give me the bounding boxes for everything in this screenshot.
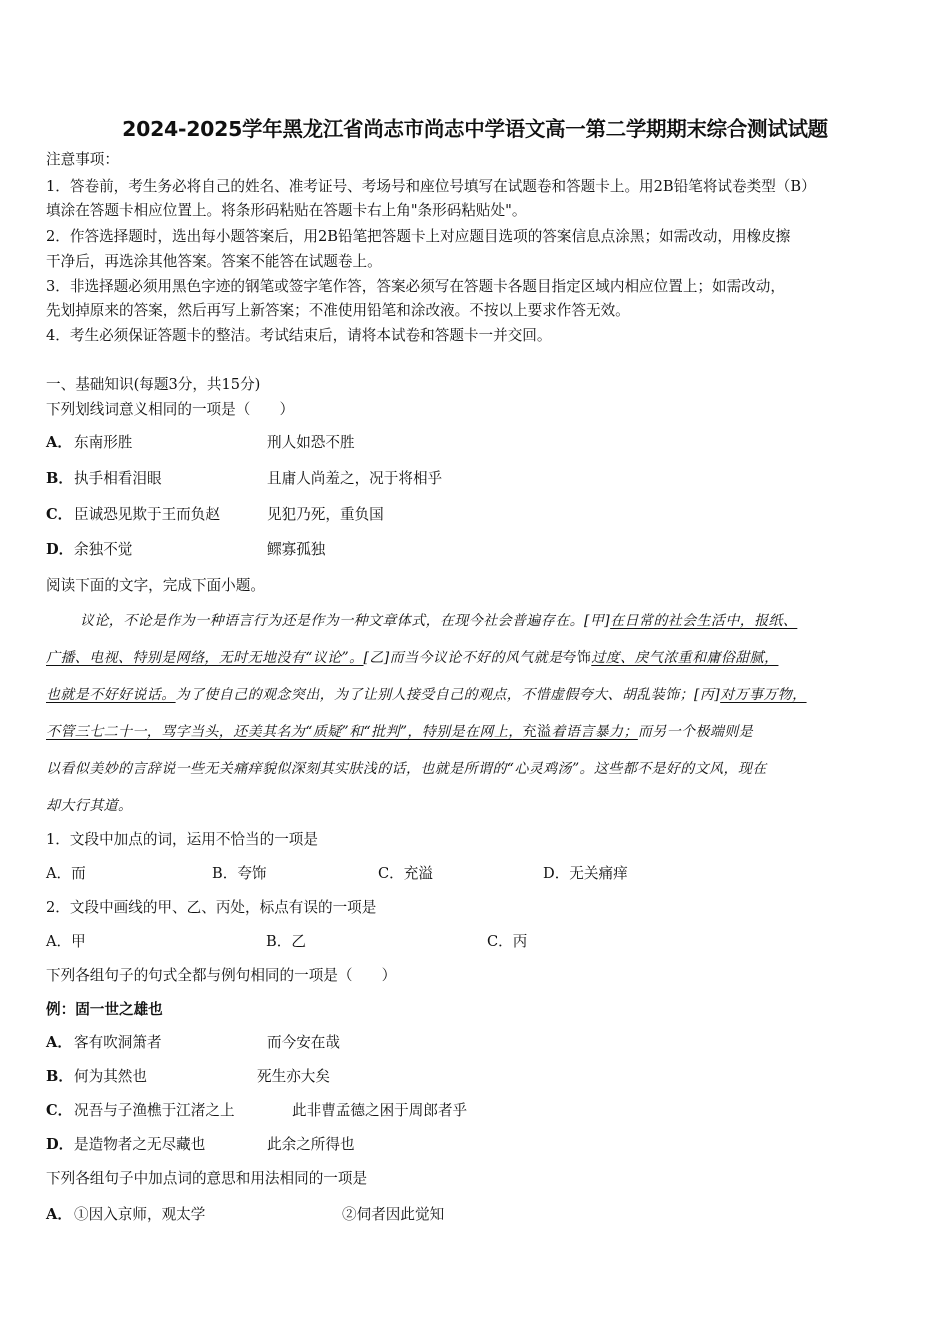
reading-intro: 阅读下面的文字，完成下面小题。 bbox=[46, 577, 265, 594]
notice-line: 填涂在答题卡相应位置上。将条形码粘贴在答题卡右上角"条形码粘贴处"。 bbox=[46, 202, 527, 219]
option-label: D． bbox=[46, 541, 74, 558]
underline-yi: 也就是不好好说话。 bbox=[46, 687, 176, 703]
option-label: C． bbox=[46, 1102, 73, 1119]
option-right: 死生亦大矣 bbox=[257, 1068, 330, 1085]
option-label: A． bbox=[46, 1034, 72, 1051]
notice-line: 2．作答选择题时，选出每小题答案后，用2B铅笔把答题卡上对应题目选项的答案信息点涂黑；如需改动，用橡皮擦 bbox=[46, 228, 791, 245]
passage-text: 而另一个极端则是 bbox=[637, 724, 754, 740]
option-a bbox=[46, 1033, 162, 1053]
option-label: A． bbox=[46, 1206, 72, 1223]
option-a bbox=[46, 1205, 205, 1225]
passage-line: 以看似美妙的言辞说一些无关痛痒貌似深刻其实肤浅的话，也就是所谓的“心灵鸡汤”。这些都不是好的文风，现在 bbox=[46, 761, 767, 777]
option-left: 臣诚恐见欺于王而负赵 bbox=[74, 506, 220, 523]
underline-yi: 过度、戾气浓重和庸俗甜腻， bbox=[591, 650, 779, 666]
underline-bing: 不管三七二十一，骂字当头，还美其名为“质疑”和“批判”，特别是在网上， bbox=[46, 724, 523, 740]
option-right: 且庸人尚羞之，况于将相乎 bbox=[267, 470, 443, 487]
option-left: 执手相看泪眼 bbox=[74, 470, 162, 487]
underline-jia: 广播、电视、特别是网络，无时无地没有“议论”。 bbox=[46, 650, 364, 666]
option-left: 余独不觉 bbox=[74, 541, 133, 558]
option-a bbox=[46, 433, 132, 453]
option-label: B． bbox=[46, 470, 73, 487]
question-stem: 2．文段中画线的甲、乙、丙处，标点有误的一项是 bbox=[46, 899, 377, 916]
option-c: C．丙 bbox=[487, 933, 528, 950]
option-right: 见犯乃死，重负国 bbox=[267, 506, 384, 523]
underline-bing: 着语言暴力； bbox=[551, 724, 638, 740]
section-heading: 一、基础知识(每题3分，共15分) bbox=[46, 376, 261, 393]
passage-text: 议论，不论是作为一种语言行为还是作为一种文章体式，在现今社会普遍存在。[甲] bbox=[80, 613, 611, 629]
option-label: C． bbox=[46, 506, 73, 523]
notice-line: 1．答卷前，考生务必将自己的姓名、准考证号、考场号和座位号填写在试题卷和答题卡上。用2B铅笔将试卷类型（B） bbox=[46, 178, 816, 195]
notice-heading: 注意事项： bbox=[46, 151, 119, 168]
notice-line: 3．非选择题必须用黑色字迹的钢笔或签字笔作答，答案必须写在答题卡各题目指定区域内相应位置上；如需改动， bbox=[46, 278, 785, 295]
dotted-word: 夸饰 bbox=[562, 650, 592, 666]
option-left: 客有吹洞箫者 bbox=[74, 1034, 162, 1051]
option-b: B．夸饰 bbox=[212, 865, 267, 882]
question-stem: 下列各组句子的句式全都与例句相同的一项是（ ） bbox=[46, 967, 397, 984]
option-left: 东南形胜 bbox=[74, 434, 133, 451]
option-a: A．甲 bbox=[46, 933, 86, 950]
option-right: 刑人如恐不胜 bbox=[267, 434, 355, 451]
option-right: 此余之所得也 bbox=[267, 1136, 355, 1153]
option-b bbox=[46, 469, 162, 489]
option-d bbox=[46, 540, 132, 560]
passage-line bbox=[46, 611, 908, 631]
underline-bing: 对万事万物， bbox=[720, 687, 807, 703]
passage-text: 为了使自己的观念突出，为了让别人接受自己的观点，不惜虚假夸大、胡乱装饰；[丙] bbox=[175, 687, 721, 703]
passage-line bbox=[46, 648, 908, 668]
underline-jia: 在日常的社会生活中，报纸、 bbox=[610, 613, 798, 629]
notice-line: 干净后，再选涂其他答案。答案不能答在试题卷上。 bbox=[46, 253, 382, 270]
passage-line: 却大行其道。 bbox=[46, 798, 133, 814]
page-title: 2024-2025学年黑龙江省尚志市尚志中学语文高一第二学期期末综合测试试题 bbox=[122, 117, 828, 141]
option-label: D． bbox=[46, 1136, 74, 1153]
option-label: B． bbox=[46, 1068, 73, 1085]
passage-line bbox=[46, 685, 908, 705]
option-b bbox=[46, 1067, 147, 1087]
option-c bbox=[46, 1101, 235, 1121]
option-left: ①因入京师，观太学 bbox=[74, 1206, 206, 1223]
passage-line bbox=[46, 722, 908, 742]
option-left: 是造物者之无尽藏也 bbox=[74, 1136, 206, 1153]
question-stem: 1．文段中加点的词，运用不恰当的一项是 bbox=[46, 831, 318, 848]
question-stem: 下列划线词意义相同的一项是（ ） bbox=[46, 401, 295, 418]
notice-line: 4．考生必须保证答题卡的整洁。考试结束后，请将本试卷和答题卡一并交回。 bbox=[46, 327, 552, 344]
option-right: 而今安在哉 bbox=[267, 1034, 340, 1051]
example-sentence: 例：固一世之雄也 bbox=[46, 1001, 163, 1018]
option-left: 何为其然也 bbox=[74, 1068, 147, 1085]
notice-line: 先划掉原来的答案，然后再写上新答案；不准使用铅笔和涂改液。不按以上要求作答无效。 bbox=[46, 302, 630, 319]
option-d: D．无关痛痒 bbox=[543, 865, 628, 882]
option-a: A．而 bbox=[46, 865, 86, 882]
option-c: C．充溢 bbox=[378, 865, 433, 882]
option-right: 此非曹孟德之困于周郎者乎 bbox=[292, 1102, 468, 1119]
passage-text: [乙]而当今议论不好的风气就是 bbox=[363, 650, 563, 666]
option-d bbox=[46, 1135, 205, 1155]
option-right: 鳏寡孤独 bbox=[267, 541, 326, 558]
option-label: A． bbox=[46, 434, 72, 451]
option-right: ②伺者因此觉知 bbox=[342, 1206, 445, 1223]
dotted-word: 充溢 bbox=[522, 724, 552, 740]
question-stem: 下列各组句子中加点词的意思和用法相同的一项是 bbox=[46, 1170, 368, 1187]
option-c bbox=[46, 505, 220, 525]
option-b: B．乙 bbox=[266, 933, 306, 950]
option-left: 况吾与子渔樵于江渚之上 bbox=[74, 1102, 235, 1119]
